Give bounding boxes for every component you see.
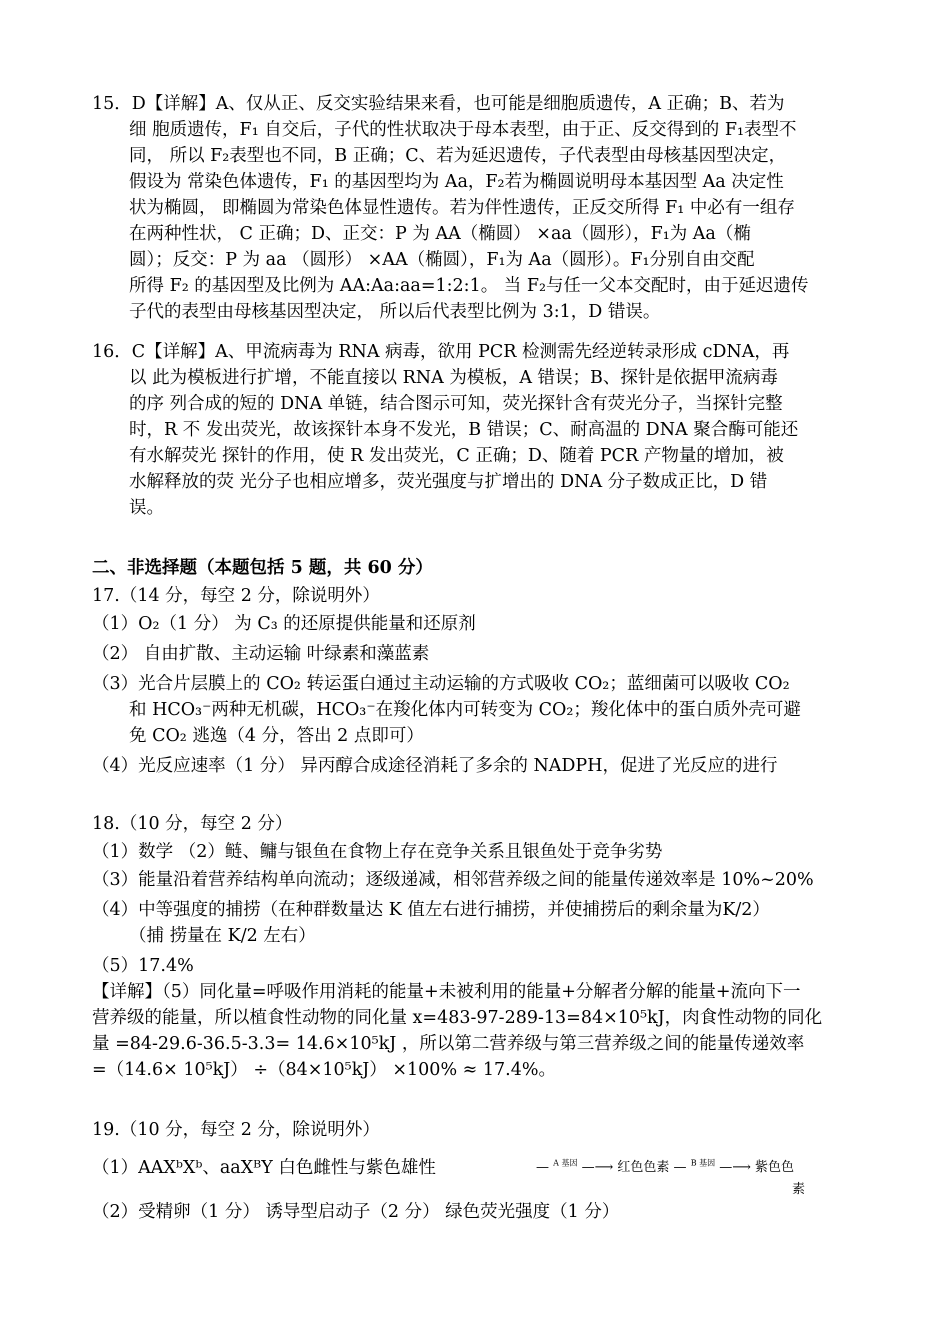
q18-detail-4: =（14.6× 10⁵kJ） ÷（84×10⁵kJ） ×100% ≈ 17.4%。 [92, 1060, 556, 1080]
q17-answer-1: （1）O₂（1 分） 为 C₃ 的还原提供能量和还原剂 [92, 614, 476, 634]
red-pigment-label: 红色色素 [617, 1160, 670, 1175]
q18-answer-4: （4）中等强度的捕捞（在种群数量达 K 值左右进行捕捞，并使捕捞后的剩余量为K/2） [92, 900, 770, 920]
section-heading: 二、非选择题（本题包括 5 题，共 60 分） [92, 558, 433, 578]
q16-line-7: 误。 [129, 498, 164, 518]
q15-line-1: 15．D【详解】A、仅从正、反交实验结果来看，也可能是细胞质遗传，A 正确；B、若为 [92, 94, 785, 114]
q16-line-4: 时，R 不 发出荧光，故该探针本身不发光，B 错误；C、耐高温的 DNA 聚合酶可能还 [129, 420, 799, 440]
q15-line-4: 假设为 常染色体遗传，F₁ 的基因型均为 Aa，F₂若为椭圆说明母本基因型 Aa 决定性 [129, 172, 784, 192]
pathway-diagram [536, 1156, 816, 1175]
arrow-a-end: —⟶ [581, 1160, 614, 1175]
purple-pigment-label-2: 素 [792, 1182, 806, 1197]
arrow-b-start: — [673, 1160, 687, 1175]
q19-answer-1: （1）AAXᵇXᵇ、aaXᴮY 白色雌性与紫色雄性 [92, 1158, 436, 1178]
q16-line-6: 水解释放的荧 光分子也相应增多，荧光强度与扩增出的 DNA 分子数成正比，D 错 [129, 472, 768, 492]
q17-answer-3: （3）光合片层膜上的 CO₂ 转运蛋白通过主动运输的方式吸收 CO₂；蓝细菌可以吸收 CO₂ [92, 674, 790, 694]
q16-line-5: 有水解荧光 探针的作用，使 R 发出荧光，C 正确；D、随着 PCR 产物量的增加，被 [129, 446, 784, 466]
q16-line-2: 以 此为模板进行扩增，不能直接以 RNA 为模板，A 错误；B、探针是依据甲流病毒 [129, 368, 778, 388]
q19-header: 19.（10 分，每空 2 分，除说明外） [92, 1120, 380, 1140]
q15-line-2: 细 胞质遗传，F₁ 自交后，子代的性状取决于母本表型，由于正、反交得到的 F₁表型不 [129, 120, 797, 140]
gene-b-label: B 基因 [690, 1158, 716, 1168]
q18-answer-3: （3）能量沿着营养结构单向流动；逐级递减，相邻营养级之间的能量传递效率是 10%~20% [92, 870, 814, 890]
q15-line-8: 所得 F₂ 的基因型及比例为 AA:Aa:aa=1:2:1。 当 F₂与任一父本交配时，由于延迟遗传 [129, 276, 809, 296]
arrow-a-start: — [536, 1160, 549, 1175]
q18-answer-5: （5）17.4% [92, 956, 194, 976]
q18-answer-4b: （捕 捞量在 K/2 左右） [129, 926, 316, 946]
q16-line-3: 的序 列合成的短的 DNA 单链，结合图示可知，荧光探针含有荧光分子，当探针完整 [129, 394, 783, 414]
q15-line-9: 子代的表型由母核基因型决定， 所以后代表型比例为 3:1，D 错误。 [129, 302, 661, 322]
q17-header: 17.（14 分，每空 2 分，除说明外） [92, 586, 380, 606]
q15-line-3: 同， 所以 F₂表型也不同，B 正确；C、若为延迟遗传，子代表型由母核基因型决定， [129, 146, 787, 166]
q18-detail-2: 营养级的能量，所以植食性动物的同化量 x=483-97-289-13=84×10⁵kJ，肉食性动物的同化 [92, 1008, 823, 1028]
q16-line-1: 16．C【详解】A、甲流病毒为 RNA 病毒，欲用 PCR 检测需先经逆转录形成 cDNA，再 [92, 342, 790, 362]
q15-line-5: 状为椭圆， 即椭圆为常染色体显性遗传。若为伴性遗传，正反交所得 F₁ 中必有一组存 [129, 198, 795, 218]
arrow-b-end: —⟶ [719, 1160, 751, 1175]
q17-answer-3b: 和 HCO₃⁻两种无机碳，HCO₃⁻在羧化体内可转变为 CO₂；羧化体中的蛋白质外壳可避 [129, 700, 801, 720]
q19-answer-2: （2）受精卵（1 分） 诱导型启动子（2 分） 绿色荧光强度（1 分） [92, 1202, 620, 1222]
q15-line-6: 在两种性状， C 正确；D、正交：P 为 AA（椭圆） ×aa（圆形），F₁为 Aa（椭 [129, 224, 751, 244]
q18-answer-1: （1）数学 （2）鲢、鳙与银鱼在食物上存在竞争关系且银鱼处于竞争劣势 [92, 842, 663, 862]
q17-answer-2: （2） 自由扩散、主动运输 叶绿素和藻蓝素 [92, 644, 430, 664]
q15-line-7: 圆）；反交：P 为 aa （圆形） ×AA（椭圆），F₁为 Aa（圆形）。F₁分别自由交配 [129, 250, 755, 270]
q17-answer-3c: 免 CO₂ 逃逸（4 分，答出 2 点即可） [129, 726, 424, 746]
q18-detail-1: 【详解】（5）同化量=呼吸作用消耗的能量+未被利用的能量+分解者分解的能量+流向下一 [92, 982, 801, 1002]
q18-detail-3: 量 =84-29.6-36.5-3.3= 14.6×10⁵kJ ，所以第二营养级与第三营养级之间的能量传递效率 [92, 1034, 805, 1054]
q18-header: 18.（10 分，每空 2 分） [92, 814, 293, 834]
q17-answer-4: （4）光反应速率（1 分） 异丙醇合成途径消耗了多余的 NADPH，促进了光反应的进行 [92, 756, 778, 776]
gene-a-label: A 基因 [553, 1158, 578, 1168]
purple-pigment-label-1: 紫色色 [755, 1160, 795, 1175]
